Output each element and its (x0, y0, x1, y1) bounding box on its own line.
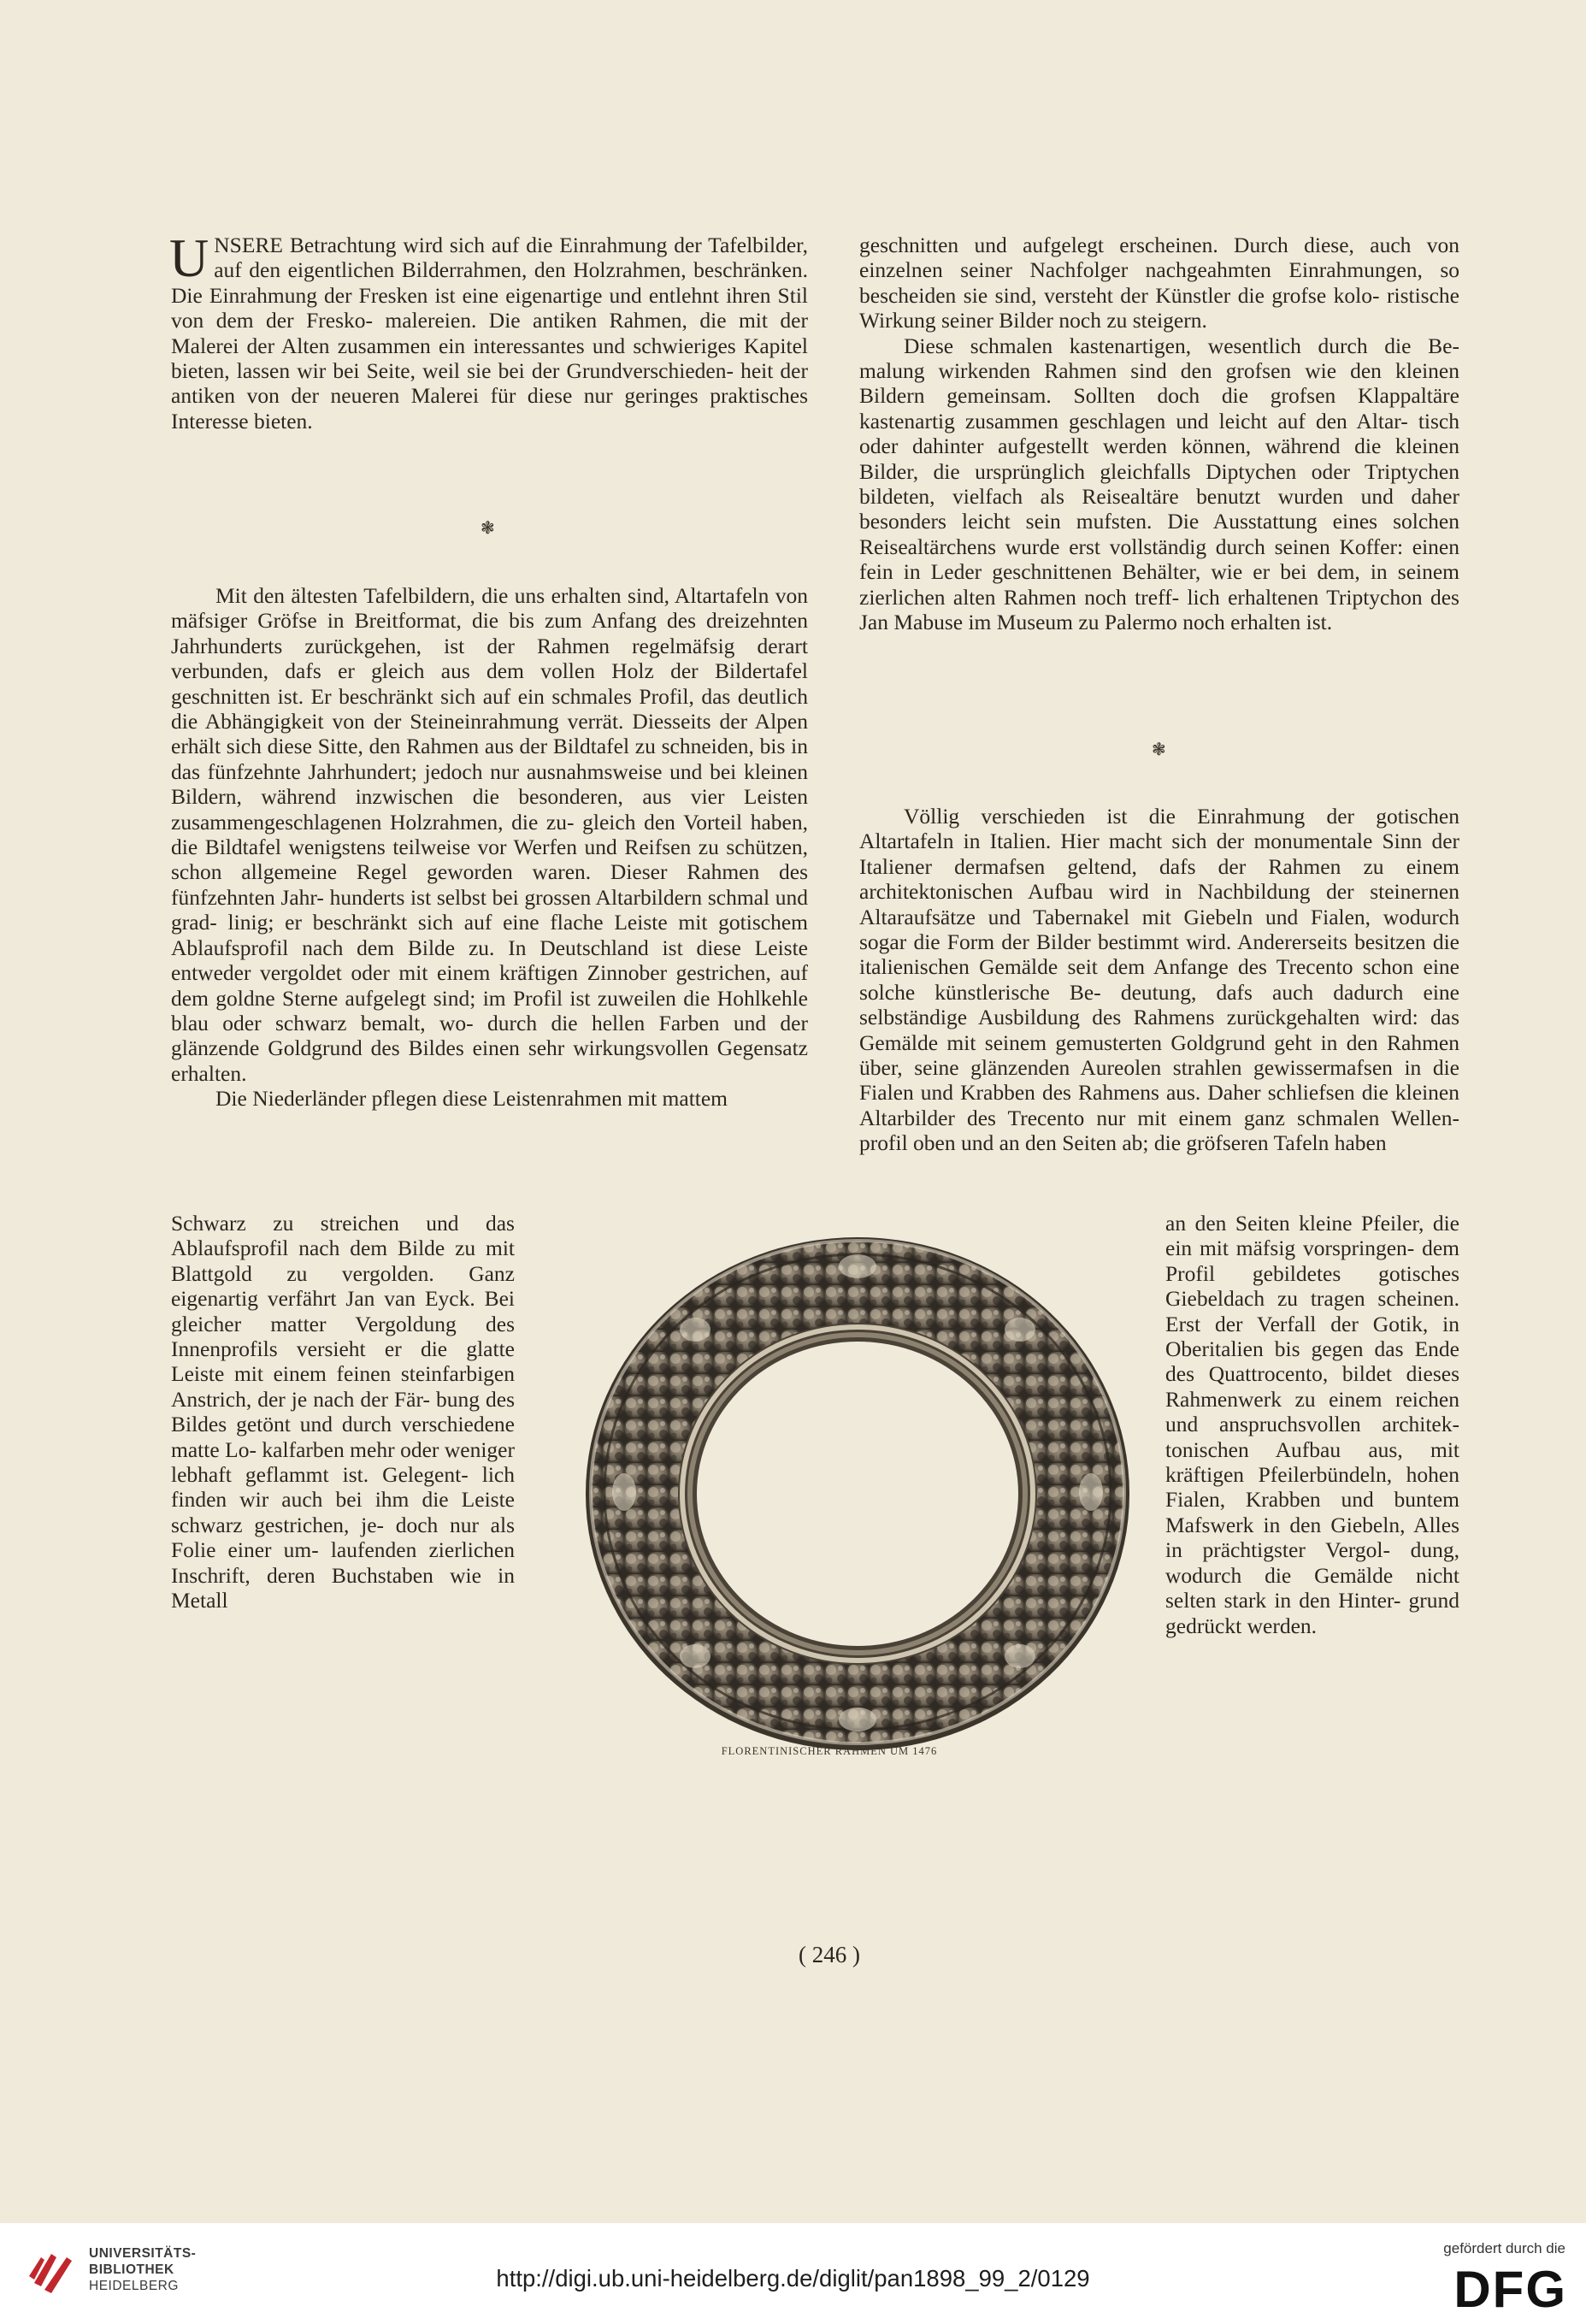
paragraph-tafelbilder: Mit den ältesten Tafelbildern, die uns erhalten sind, Altartafeln von mäfsiger Gröfse in Breitformat, die bis zum Anfang des dreizehnten Jahrhunderts zurückgehen, ist der Rahmen regelmäfsig derart verbunden, dafs er gleich aus dem vollen Holz der Bildertafel geschnitten ist. Er beschränkt sich auf ein schmales Profil, das deutlich die Abhängigkeit von der Steineinrahmung verrät. Diesseits der Alpen erhält sich diese Sitte, den Rahmen aus der Bildtafel zu schneiden, bis in das fünfzehnte Jahrhundert; jedoch nur ausnahmsweise und bei kleinen Bildern, während inzwischen die besonderen, aus vier Leisten zusammengeschlagenen Holzrahmen, die zu- gleich den Vorteil haben, die Bildtafel wenigstens teilweise vor Werfen und Reifsen zu schützen, schon allgemeine Regel geworden waren. Dieser Rahmen des fünfzehnten Jahr- hunderts ist selbst bei grossen Altarbildern schmal und grad- linig; er beschränkt sich auf eine flache Leiste mit gotischem Ablaufsprofil nach dem Bilde zu. In Deutschland ist diese Leiste entweder vergoldet oder mit einem kräftigen Zinnober gestrichen, auf dem goldne Sterne aufgelegt sind; im Profil ist zuweilen die Hohlkehle blau oder schwarz bemalt, wo- durch die hellen Farben und der glänzende Goldgrund des Bildes einen sehr wirkungsvollen Gegensatz erhalten. (171, 583, 808, 1086)
left-column-narrow (171, 1211, 515, 1613)
left-column-top (169, 227, 808, 434)
paragraph-intro-text: NSERE Betrachtung wird sich auf die Einrahmung der Tafelbilder, auf den eigentlichen Bilderrahmen, den Holzrahmen, beschränken. Die Einrahmung der Fresken ist eine eigenartige und entlehnt ihren Stil von dem der Fresko- malereien. Die antiken Rahmen, die mit der Malerei der Alten zusammen ein interessantes und schwieriges Kapitel bieten, lassen wir bei Seite, weil sie bei der Grundverschieden- heit der antiken von der neueren Malerei für diese nur geringes praktisches Interesse bieten. (171, 233, 808, 434)
section-ornament-left: ❃ (481, 517, 495, 538)
right-column-narrow (1165, 1211, 1459, 1638)
paragraph-intro (169, 227, 808, 434)
library-name-line3: HEIDELBERG (89, 2279, 179, 2293)
library-name-line2: BIBLIOTHEK (89, 2262, 174, 2277)
paragraph-niederlaender: Schwarz zu streichen und das Ablaufsprofil nach dem Bilde zu mit Blattgold zu vergolden. Ganz eigenartig verfährt Jan van Eyck. Bei gleicher matter Vergoldung des Innenprofils versieht er die glatte Leiste mit einem feinen steinfarbigen Anstrich, der je nach der Fär- bung des Bildes getönt und durch verschiedene matte Lo- kalfarben mehr oder weniger lebhaft geflammt ist. Gelegent- lich finden wir auch bei ihm die Leiste schwarz gestrichen, je- doch nur als Folie einer um- laufenden zierlichen Inschrift, deren Buchstaben wie in Metall (171, 1211, 515, 1613)
right-column-body (859, 804, 1459, 1156)
left-column-body (171, 583, 808, 1112)
right-column-top (859, 233, 1459, 635)
paragraph-niederlaender-lead: Die Niederländer pflegen diese Leistenrahmen mit mattem (215, 1086, 728, 1112)
dfg-logo: DFG (1453, 2261, 1567, 2318)
section-ornament-right: ❃ (1152, 739, 1166, 759)
florentine-frame-illustration (580, 1218, 1135, 1766)
library-name-line1: UNIVERSITÄTS- (89, 2246, 197, 2261)
paragraph-italien: Völlig verschieden ist die Einrahmung der gotischen Altartafeln in Italien. Hier macht sich der monumentale Sinn der Italiener dermafsen geltend, dafs der Rahmen zu einem architektonischen Aufbau wird in Nachbildung der steinernen Altaraufsätze und Tabernakel mit Giebeln und Fialen, wodurch sogar die Form der Bilder bestimmt wird. Andererseits besitzen die italienischen Gemälde seit dem Anfange des Trecento schon eine solche künstlerische Be- deutung, dafs auch dadurch eine selbständige Ausbildung des Rahmens zurückgehalten wird: das Gemälde mit seinem gemusterten Goldgrund geht in den Rahmen über, seine glänzenden Aureolen strahlen gewissermafsen in die Fialen und Krabben des Rahmens aus. Daher schliefsen die kleinen Altarbilder des Trecento nur mit einem ganz schmalen Wellen- profil oben und an den Seiten ab; die gröfseren Tafeln haben (859, 804, 1459, 1156)
figure-caption: FLORENTINISCHER RAHMEN UM 1476 (721, 1745, 938, 1757)
page-number: ( 246 ) (799, 1942, 860, 1967)
paragraph-geschnitten: geschnitten und aufgelegt erscheinen. Durch diese, auch von einzelnen seiner Nachfolger nachgeahmten Einrahmungen, so bescheiden sie sind, versteht der Künstler die grofse kolo- ristische Wirkung seiner Bilder noch zu steigern. (859, 233, 1459, 333)
paragraph-pfeiler: an den Seiten kleine Pfeiler, die ein mit mäfsig vorspringen- dem Profil gebildetes gotisches Giebeldach zu tragen scheinen. Erst der Verfall der Gotik, in Oberitalien bis gegen das Ende des Quattrocento, bildet dieses Rahmenwerk zu einem reichen und anspruchsvollen architek- tonischen Aufbau aus, mit kräftigen Pfeilerbündeln, hohen Fialen, Krabben und buntem Mafswerk in den Giebeln, Alles in prächtigster Vergol- dung, wodurch die Gemälde nicht selten stark in den Hinter- grund gedrückt werden. (1165, 1211, 1459, 1638)
paragraph-kastenartig: Diese schmalen kastenartigen, wesentlich durch die Be- malung wirkenden Rahmen sind den grofsen wie den kleinen Bildern gemeinsam. Sollten doch die grofsen Klappaltäre kastenartig zusammen geschlagen und leicht auf den Altar- tisch oder dahinter aufgestellt werden können, während die kleinen Bilder, die ursprünglich gleichfalls Diptychen oder Triptychen bildeten, vielfach als Reisealtäre benutzt wurden und daher besonders leicht sein mufsten. Die Ausstattung eines solchen Reisealtärchens wurde erst vollständig durch seinen Koffer: einen fein in Leder geschnittenen Behälter, wie er bei dem, in seinem zierlichen alten Rahmen noch treff- lich erhaltenen Triptychon des Jan Mabuse im Museum zu Palermo noch erhalten ist. (859, 333, 1459, 635)
drop-cap: U (169, 227, 209, 288)
funding-label: gefördert durch die (1443, 2240, 1565, 2256)
source-url-link[interactable]: http://digi.ub.uni-heidelberg.de/diglit/pan1898_99_2/0129 (496, 2265, 1090, 2292)
